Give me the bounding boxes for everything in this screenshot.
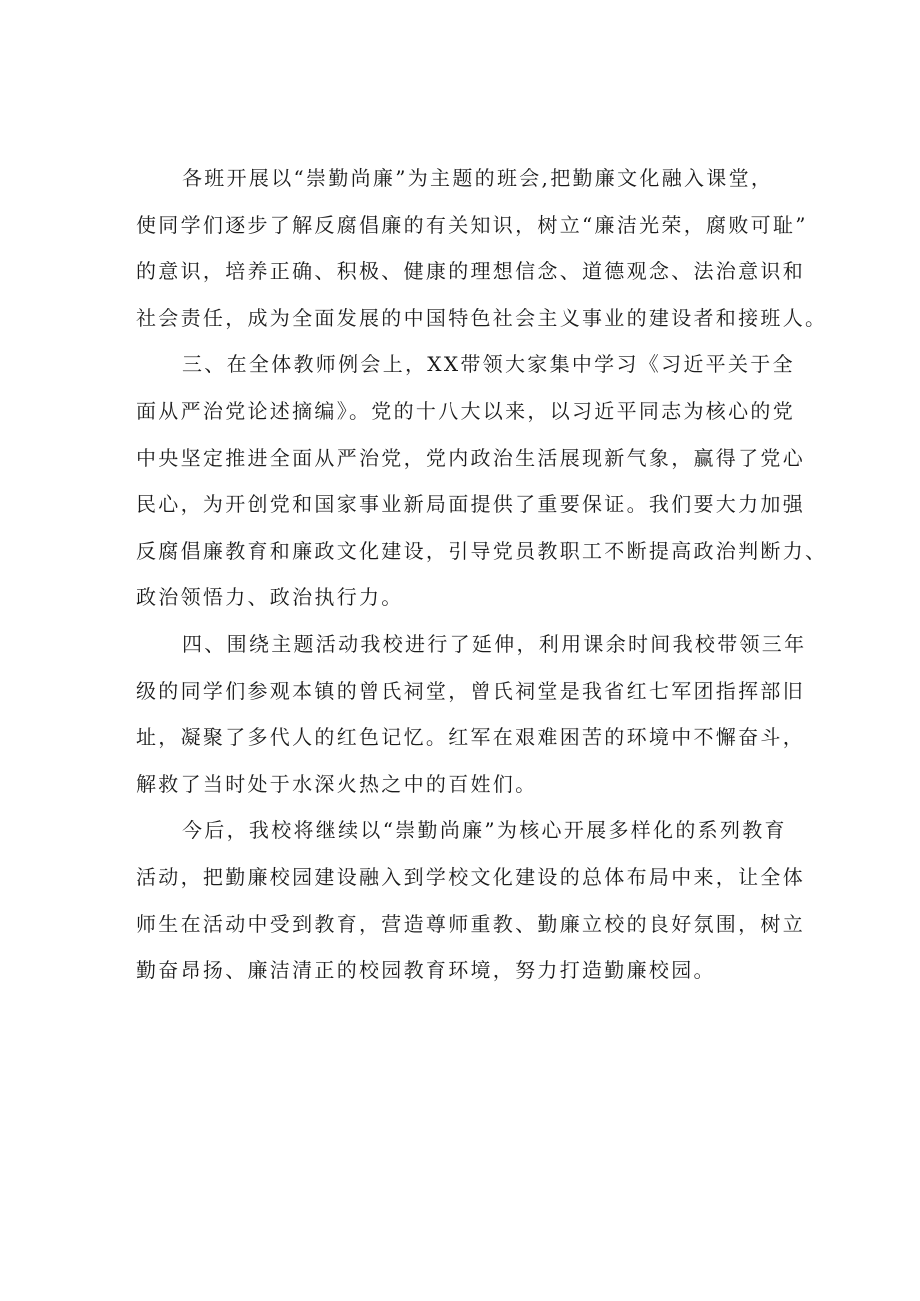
paragraph-3-line-4: 解救了当时处于水深火热之中的百姓们。 <box>136 771 538 796</box>
paragraph-4-line-4: 勤奋昂扬、廉洁清正的校园教育环境，努力打造勤廉校园。 <box>136 958 716 983</box>
paragraph-2-line-5: 反腐倡廉教育和廉政文化建设，引导党员教职工不断提高政治判断力、 <box>136 538 828 563</box>
paragraph-2-line-2: 面从严治党论述摘编》。党的十八大以来，以习近平同志为核心的党 <box>136 398 795 423</box>
paragraph-4-line-3: 师生在活动中受到教育，营造尊师重教、勤廉立校的良好氛围，树立 <box>136 911 805 936</box>
paragraph-4-line-1: 今后，我校将继续以“崇勤尚廉”为核心开展多样化的系列教育 <box>182 818 787 843</box>
paragraph-1-line-2: 使同学们逐步了解反腐倡廉的有关知识，树立“廉洁光荣，腐败可耻” <box>136 212 808 237</box>
paragraph-3-line-1: 四、围绕主题活动我校进行了延伸，利用课余时间我校带领三年 <box>182 631 807 656</box>
paragraph-2-line-3: 中央坚定推进全面从严治党，党内政治生活展现新气象，赢得了党心 <box>136 445 805 470</box>
paragraph-3-line-2: 级的同学们参观本镇的曾氏祠堂，曾氏祠堂是我省红七军团指挥部旧 <box>136 678 805 703</box>
paragraph-2-line-6: 政治领悟力、政治执行力。 <box>136 585 404 610</box>
paragraph-2-line-4: 民心，为开创党和国家事业新局面提供了重要保证。我们要大力加强 <box>136 492 805 517</box>
paragraph-1-line-3: 的意识，培养正确、积极、健康的理想信念、道德观念、法治意识和 <box>136 259 805 284</box>
paragraph-1-line-1: 各班开展以“崇勤尚廉”为主题的班会,把勤廉文化融入课堂， <box>182 166 774 190</box>
paragraph-2-line-1: 三、在全体教师例会上，XX带领大家集中学习《习近平关于全 <box>182 352 795 377</box>
paragraph-4-line-2: 活动，把勤廉校园建设融入到学校文化建设的总体布局中来，让全体 <box>136 864 805 889</box>
paragraph-1-line-4: 社会责任，成为全面发展的中国特色社会主义事业的建设者和接班人。 <box>136 305 828 330</box>
document-body <box>136 155 828 994</box>
paragraph-3-line-3: 址，凝聚了多代人的红色记忆。红军在艰难困苦的环境中不懈奋斗， <box>136 725 805 750</box>
